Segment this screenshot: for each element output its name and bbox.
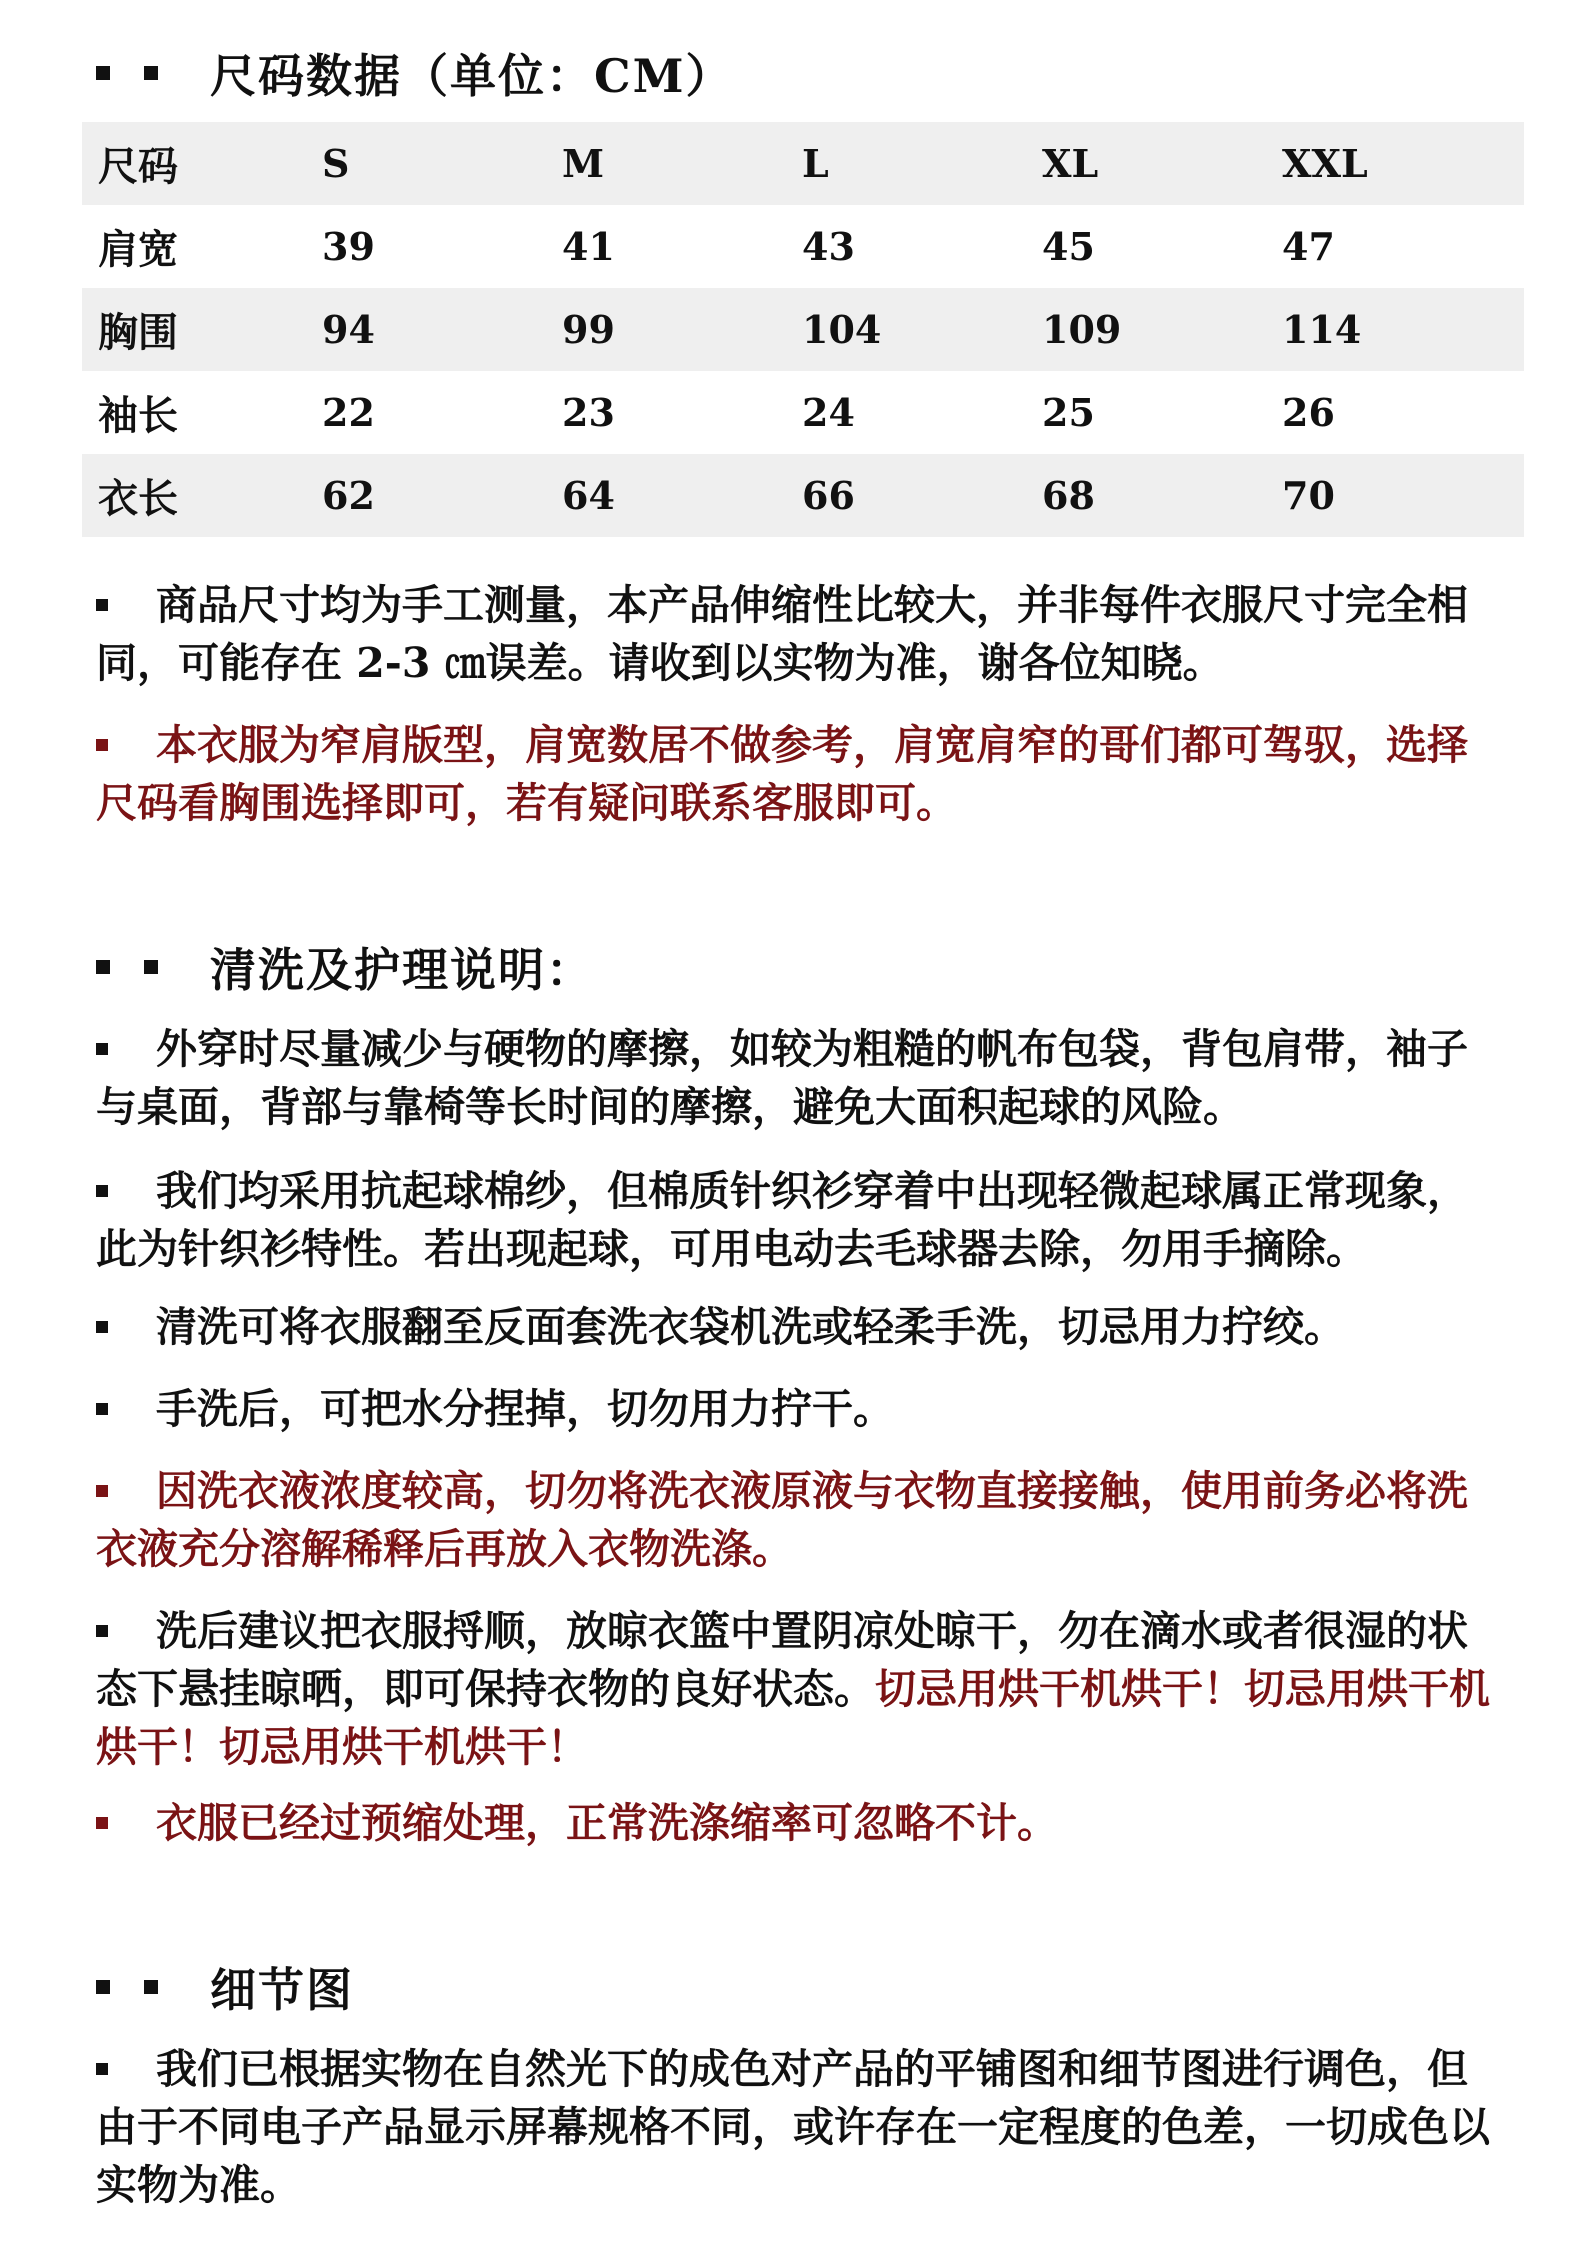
size-table: [82, 122, 1524, 537]
size-section-title: 尺码数据（单位：CM）: [210, 49, 734, 103]
care-item: [96, 1298, 1496, 1356]
table-row: [82, 205, 1524, 288]
table-cell: XL: [1042, 122, 1282, 205]
bullet-square-icon: [144, 1980, 158, 1994]
bullet-square-icon: [96, 1185, 108, 1197]
table-cell: 66: [802, 454, 1042, 537]
bullet-square-icon: [96, 739, 108, 751]
care-item: [96, 1602, 1496, 1776]
bullet-square-icon: [144, 66, 158, 80]
table-cell: 68: [1042, 454, 1282, 537]
table-row-label: 衣长: [82, 454, 322, 537]
table-cell: 43: [802, 224, 855, 269]
dryer-warning-text: 切忌用烘干机烘干！切忌用烘干机烘干！切忌用烘干机烘干！: [96, 1665, 1490, 1771]
bullet-square-icon: [96, 2063, 108, 2075]
table-cell: 62: [322, 454, 562, 537]
table-row-label: 肩宽: [98, 226, 178, 273]
table-cell: 114: [1282, 288, 1524, 371]
care-item-text: 清洗可将衣服翻至反面套洗衣袋机洗或轻柔手洗，切忌用力拧绞。: [156, 1303, 1345, 1351]
table-cell: 25: [1042, 390, 1095, 435]
table-row-label: 胸围: [82, 288, 322, 371]
table-cell: 47: [1282, 224, 1335, 269]
bullet-square-icon: [96, 599, 108, 611]
care-item-text: 衣服已经过预缩处理，正常洗涤缩率可忽略不计。: [156, 1799, 1058, 1847]
bullet-square-icon: [96, 66, 110, 80]
table-cell: 70: [1282, 454, 1524, 537]
care-item: [96, 1380, 1496, 1438]
table-cell: 104: [802, 288, 1042, 371]
bullet-square-icon: [96, 1403, 108, 1415]
table-cell: 109: [1042, 288, 1282, 371]
bullet-square-icon: [96, 1321, 108, 1333]
table-cell: 22: [322, 390, 375, 435]
table-cell: 45: [1042, 224, 1095, 269]
care-item-text: 外穿时尽量减少与硬物的摩擦，如较为粗糙的帆布包袋，背包肩带，袖子与桌面，背部与靠椅等长时间的摩擦，避免大面积起球的风险。: [96, 1025, 1468, 1131]
table-cell: 99: [562, 288, 802, 371]
table-cell: 64: [562, 454, 802, 537]
bullet-square-icon: [96, 1625, 108, 1637]
table-cell: XXL: [1282, 122, 1524, 205]
table-cell: L: [802, 122, 1042, 205]
bullet-square-icon: [96, 1817, 108, 1829]
bullet-square-icon: [96, 1980, 110, 1994]
detail-note-text: 我们已根据实物在自然光下的成色对产品的平铺图和细节图进行调色，但由于不同电子产品显示屏幕规格不同，或许存在一定程度的色差，一切成色以实物为准。: [96, 2045, 1490, 2209]
care-item-text: 因洗衣液浓度较高，切勿将洗衣液原液与衣物直接接触，使用前务必将洗衣液充分溶解稀释后再放入衣物洗涤。: [96, 1467, 1468, 1573]
table-cell: 41: [562, 224, 615, 269]
table-cell: 39: [322, 224, 375, 269]
bullet-square-icon: [96, 1043, 108, 1055]
table-cell: 24: [802, 390, 855, 435]
table-cell: 26: [1282, 390, 1335, 435]
table-cell: 23: [562, 390, 615, 435]
size-section-header: [96, 40, 734, 106]
bullet-square-icon: [96, 1485, 108, 1497]
table-header-row: [82, 122, 1524, 205]
fit-note: [96, 716, 1496, 832]
bullet-square-icon: [144, 960, 158, 974]
care-item: [96, 1162, 1496, 1278]
table-cell: M: [562, 122, 802, 205]
detail-section-title: 细节图: [210, 1963, 354, 2017]
care-item-text: 手洗后，可把水分捏掉，切勿用力拧干。: [156, 1385, 894, 1433]
size-note: [96, 576, 1496, 692]
bullet-square-icon: [96, 960, 110, 974]
table-row: [82, 454, 1524, 537]
size-note-text: 商品尺寸均为手工测量，本产品伸缩性比较大，并非每件衣服尺寸完全相同，可能存在 2-3 ㎝误差。请收到以实物为准，谢各位知晓。: [96, 581, 1468, 687]
table-cell: 94: [322, 288, 562, 371]
care-section-title: 清洗及护理说明：: [210, 943, 594, 997]
care-item-text: 洗后建议把衣服捋顺，放晾衣篮中置阴凉处晾干，勿在滴水或者很湿的状态下悬挂晾晒，即可保持衣物的良好状态。: [96, 1607, 1468, 1713]
table-cell: S: [322, 122, 562, 205]
table-row-label: 尺码: [82, 122, 322, 205]
care-section-header: [96, 934, 594, 1000]
detail-section-header: [96, 1954, 354, 2020]
care-item-warning: [96, 1794, 1496, 1852]
care-item-text: 我们均采用抗起球棉纱，但棉质针织衫穿着中出现轻微起球属正常现象，此为针织衫特性。若出现起球，可用电动去毛球器去除，勿用手摘除。: [96, 1167, 1468, 1273]
fit-note-text: 本衣服为窄肩版型，肩宽数居不做参考，肩宽肩窄的哥们都可驾驭，选择尺码看胸围选择即可，若有疑问联系客服即可。: [96, 721, 1468, 827]
table-row-label: 袖长: [98, 392, 178, 439]
care-item-warning: [96, 1462, 1496, 1578]
table-row: [82, 288, 1524, 371]
detail-note: [96, 2040, 1496, 2214]
care-item: [96, 1020, 1496, 1136]
table-row: [82, 371, 1524, 454]
